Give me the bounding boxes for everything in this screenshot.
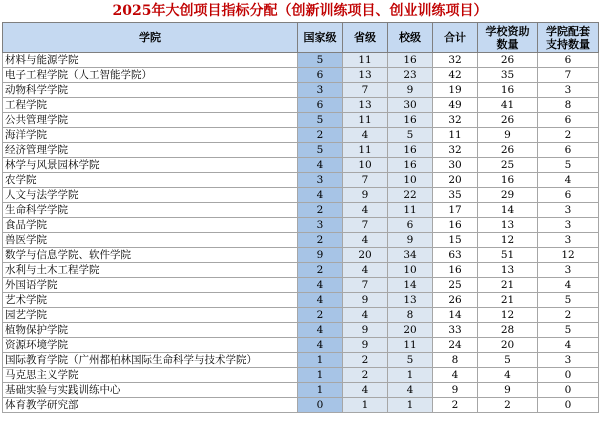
- cell-college-supported[interactable]: 2: [538, 128, 599, 143]
- cell-national[interactable]: 0: [298, 398, 343, 413]
- cell-provincial[interactable]: 9: [343, 323, 388, 338]
- cell-school-funded[interactable]: 12: [478, 308, 538, 323]
- cell-school-funded[interactable]: 14: [478, 203, 538, 218]
- cell-college-supported[interactable]: 0: [538, 368, 599, 383]
- cell-national[interactable]: 6: [298, 98, 343, 113]
- cell-college-supported[interactable]: 6: [538, 113, 599, 128]
- cell-school-funded[interactable]: 20: [478, 338, 538, 353]
- cell-provincial[interactable]: 2: [343, 368, 388, 383]
- cell-provincial[interactable]: 2: [343, 353, 388, 368]
- cell-provincial[interactable]: 7: [343, 278, 388, 293]
- cell-school[interactable]: 1: [388, 398, 433, 413]
- cell-total[interactable]: 63: [433, 248, 478, 263]
- cell-college-supported[interactable]: 2: [538, 308, 599, 323]
- cell-national[interactable]: 3: [298, 218, 343, 233]
- cell-national[interactable]: 1: [298, 353, 343, 368]
- header-school-funded[interactable]: [478, 23, 538, 53]
- table-row: [3, 338, 599, 353]
- cell-provincial[interactable]: 7: [343, 218, 388, 233]
- cell-national[interactable]: 1: [298, 368, 343, 383]
- cell-college-supported[interactable]: 3: [538, 263, 599, 278]
- cell-college[interactable]: 兽医学院: [3, 233, 298, 248]
- cell-college[interactable]: 国际教育学院（广州都柏林国际生命科学与技术学院）: [3, 353, 298, 368]
- cell-college-supported[interactable]: 5: [538, 158, 599, 173]
- cell-school[interactable]: 9: [388, 233, 433, 248]
- cell-school-funded[interactable]: 5: [478, 353, 538, 368]
- cell-total[interactable]: 2: [433, 398, 478, 413]
- cell-school-funded[interactable]: 21: [478, 293, 538, 308]
- cell-provincial[interactable]: 11: [343, 53, 388, 68]
- cell-school-funded[interactable]: 35: [478, 68, 538, 83]
- cell-national[interactable]: 3: [298, 173, 343, 188]
- cell-college[interactable]: 园艺学院: [3, 308, 298, 323]
- cell-college-supported[interactable]: 5: [538, 323, 599, 338]
- cell-college[interactable]: 数学与信息学院、软件学院: [3, 248, 298, 263]
- cell-college[interactable]: 外国语学院: [3, 278, 298, 293]
- table-row: [3, 368, 599, 383]
- cell-college-supported[interactable]: 5: [538, 293, 599, 308]
- table-row: [3, 98, 599, 113]
- cell-national[interactable]: 3: [298, 83, 343, 98]
- cell-school[interactable]: 16: [388, 53, 433, 68]
- cell-school[interactable]: 11: [388, 203, 433, 218]
- cell-school[interactable]: 16: [388, 158, 433, 173]
- table-row: [3, 203, 599, 218]
- cell-college-supported[interactable]: 8: [538, 98, 599, 113]
- table-row: [3, 188, 599, 203]
- table-row: [3, 233, 599, 248]
- cell-college-supported[interactable]: 4: [538, 173, 599, 188]
- cell-college-supported[interactable]: 6: [538, 188, 599, 203]
- table-row: [3, 248, 599, 263]
- cell-school-funded[interactable]: 28: [478, 323, 538, 338]
- cell-college-supported[interactable]: 3: [538, 233, 599, 248]
- cell-provincial[interactable]: 4: [343, 383, 388, 398]
- cell-national[interactable]: 5: [298, 143, 343, 158]
- cell-school-funded[interactable]: 13: [478, 263, 538, 278]
- cell-school[interactable]: 16: [388, 113, 433, 128]
- cell-college[interactable]: 生命科学学院: [3, 203, 298, 218]
- cell-total[interactable]: 32: [433, 143, 478, 158]
- cell-college[interactable]: 动物科学学院: [3, 83, 298, 98]
- cell-total[interactable]: 26: [433, 293, 478, 308]
- table-row: [3, 293, 599, 308]
- table-row: [3, 143, 599, 158]
- cell-national[interactable]: 5: [298, 53, 343, 68]
- cell-college-supported[interactable]: 4: [538, 338, 599, 353]
- cell-provincial[interactable]: 9: [343, 338, 388, 353]
- table-row: [3, 128, 599, 143]
- cell-total[interactable]: 32: [433, 53, 478, 68]
- cell-school[interactable]: 10: [388, 173, 433, 188]
- cell-school[interactable]: 1: [388, 368, 433, 383]
- cell-college-supported[interactable]: 3: [538, 83, 599, 98]
- cell-provincial[interactable]: 4: [343, 263, 388, 278]
- cell-national[interactable]: 4: [298, 323, 343, 338]
- table-row: [3, 323, 599, 338]
- cell-provincial[interactable]: 11: [343, 143, 388, 158]
- cell-college[interactable]: 人文与法学学院: [3, 188, 298, 203]
- cell-total[interactable]: 15: [433, 233, 478, 248]
- cell-college[interactable]: 海洋学院: [3, 128, 298, 143]
- cell-school[interactable]: 5: [388, 128, 433, 143]
- cell-school-funded[interactable]: 26: [478, 53, 538, 68]
- cell-college[interactable]: 农学院: [3, 173, 298, 188]
- cell-school[interactable]: 30: [388, 98, 433, 113]
- cell-college[interactable]: 资源环境学院: [3, 338, 298, 353]
- cell-school[interactable]: 9: [388, 83, 433, 98]
- cell-national[interactable]: 2: [298, 233, 343, 248]
- cell-national[interactable]: 4: [298, 278, 343, 293]
- cell-college-supported[interactable]: 6: [538, 143, 599, 158]
- cell-school-funded[interactable]: 16: [478, 83, 538, 98]
- header-row: [3, 23, 599, 53]
- cell-total[interactable]: 42: [433, 68, 478, 83]
- header-school[interactable]: 校级: [388, 23, 433, 53]
- cell-school[interactable]: 16: [388, 143, 433, 158]
- cell-school[interactable]: 13: [388, 293, 433, 308]
- cell-college[interactable]: 电子工程学院（人工智能学院）: [3, 68, 298, 83]
- cell-provincial[interactable]: 4: [343, 233, 388, 248]
- cell-total[interactable]: 8: [433, 353, 478, 368]
- cell-provincial[interactable]: 4: [343, 203, 388, 218]
- cell-total[interactable]: 30: [433, 158, 478, 173]
- cell-provincial[interactable]: 1: [343, 398, 388, 413]
- cell-national[interactable]: 9: [298, 248, 343, 263]
- cell-national[interactable]: 5: [298, 113, 343, 128]
- cell-school-funded[interactable]: 26: [478, 113, 538, 128]
- cell-college[interactable]: 马克思主义学院: [3, 368, 298, 383]
- cell-total[interactable]: 17: [433, 203, 478, 218]
- cell-school[interactable]: 20: [388, 323, 433, 338]
- cell-provincial[interactable]: 9: [343, 293, 388, 308]
- cell-college[interactable]: 林学与风景园林学院: [3, 158, 298, 173]
- cell-college-supported[interactable]: 3: [538, 203, 599, 218]
- cell-school-funded[interactable]: 9: [478, 128, 538, 143]
- cell-total[interactable]: 49: [433, 98, 478, 113]
- cell-national[interactable]: 4: [298, 293, 343, 308]
- table-row: [3, 53, 599, 68]
- cell-school[interactable]: 23: [388, 68, 433, 83]
- cell-provincial[interactable]: 4: [343, 128, 388, 143]
- cell-school-funded[interactable]: 13: [478, 218, 538, 233]
- table-row: [3, 218, 599, 233]
- header-school-funded-text: 学校资助 数量: [485, 24, 530, 51]
- cell-national[interactable]: 2: [298, 203, 343, 218]
- header-college-supported-text: 学院配套 支持数量: [546, 24, 590, 51]
- cell-total[interactable]: 9: [433, 383, 478, 398]
- cell-provincial[interactable]: 9: [343, 188, 388, 203]
- cell-national[interactable]: 2: [298, 308, 343, 323]
- cell-college[interactable]: 食品学院: [3, 218, 298, 233]
- cell-school[interactable]: 34: [388, 248, 433, 263]
- table-row: [3, 113, 599, 128]
- cell-school[interactable]: 4: [388, 383, 433, 398]
- cell-national[interactable]: 4: [298, 338, 343, 353]
- cell-school[interactable]: 5: [388, 353, 433, 368]
- table-body: [3, 53, 599, 413]
- cell-provincial[interactable]: 11: [343, 113, 388, 128]
- cell-total[interactable]: 14: [433, 308, 478, 323]
- cell-total[interactable]: 19: [433, 83, 478, 98]
- cell-school-funded[interactable]: 2: [478, 398, 538, 413]
- cell-national[interactable]: 2: [298, 128, 343, 143]
- cell-school[interactable]: 10: [388, 263, 433, 278]
- cell-school-funded[interactable]: 16: [478, 173, 538, 188]
- cell-provincial[interactable]: 7: [343, 173, 388, 188]
- cell-college[interactable]: 基础实验与实践训练中心: [3, 383, 298, 398]
- table-row: [3, 398, 599, 413]
- table-row: [3, 278, 599, 293]
- cell-provincial[interactable]: 10: [343, 158, 388, 173]
- header-provincial[interactable]: 省级: [343, 23, 388, 53]
- cell-college-supported[interactable]: 12: [538, 248, 599, 263]
- table-row: [3, 383, 599, 398]
- header-total[interactable]: 合计: [433, 23, 478, 53]
- cell-college[interactable]: 水利与土木工程学院: [3, 263, 298, 278]
- cell-school-funded[interactable]: 12: [478, 233, 538, 248]
- cell-college-supported[interactable]: 4: [538, 278, 599, 293]
- cell-school[interactable]: 11: [388, 338, 433, 353]
- cell-college-supported[interactable]: 6: [538, 53, 599, 68]
- cell-national[interactable]: 1: [298, 383, 343, 398]
- cell-provincial[interactable]: 7: [343, 83, 388, 98]
- allocation-table: [2, 22, 599, 413]
- cell-school-funded[interactable]: 25: [478, 158, 538, 173]
- header-college-supported[interactable]: [538, 23, 599, 53]
- cell-college[interactable]: 工程学院: [3, 98, 298, 113]
- cell-school-funded[interactable]: 29: [478, 188, 538, 203]
- cell-total[interactable]: 20: [433, 173, 478, 188]
- cell-college[interactable]: 经济管理学院: [3, 143, 298, 158]
- cell-school[interactable]: 8: [388, 308, 433, 323]
- cell-national[interactable]: 6: [298, 68, 343, 83]
- cell-national[interactable]: 4: [298, 188, 343, 203]
- sheet-title: 2025年大创项目指标分配（创新训练项目、创业训练项目）: [112, 3, 488, 19]
- table-row: [3, 308, 599, 323]
- cell-total[interactable]: 16: [433, 218, 478, 233]
- cell-school-funded[interactable]: 41: [478, 98, 538, 113]
- cell-school-funded[interactable]: 51: [478, 248, 538, 263]
- cell-total[interactable]: 32: [433, 113, 478, 128]
- cell-provincial[interactable]: 4: [343, 308, 388, 323]
- cell-provincial[interactable]: 13: [343, 98, 388, 113]
- header-national[interactable]: 国家级: [298, 23, 343, 53]
- cell-college-supported[interactable]: 0: [538, 383, 599, 398]
- cell-college[interactable]: 公共管理学院: [3, 113, 298, 128]
- cell-school-funded[interactable]: 21: [478, 278, 538, 293]
- cell-total[interactable]: 25: [433, 278, 478, 293]
- cell-college-supported[interactable]: 0: [538, 398, 599, 413]
- cell-total[interactable]: 33: [433, 323, 478, 338]
- cell-school-funded[interactable]: 9: [478, 383, 538, 398]
- cell-school[interactable]: 6: [388, 218, 433, 233]
- cell-total[interactable]: 35: [433, 188, 478, 203]
- cell-provincial[interactable]: 20: [343, 248, 388, 263]
- cell-provincial[interactable]: 13: [343, 68, 388, 83]
- table-row: [3, 173, 599, 188]
- cell-school-funded[interactable]: 4: [478, 368, 538, 383]
- cell-national[interactable]: 2: [298, 263, 343, 278]
- cell-college[interactable]: 植物保护学院: [3, 323, 298, 338]
- cell-school-funded[interactable]: 26: [478, 143, 538, 158]
- header-college[interactable]: 学院: [3, 23, 298, 53]
- cell-college-supported[interactable]: 7: [538, 68, 599, 83]
- cell-national[interactable]: 4: [298, 158, 343, 173]
- cell-total[interactable]: 16: [433, 263, 478, 278]
- cell-school[interactable]: 22: [388, 188, 433, 203]
- cell-total[interactable]: 24: [433, 338, 478, 353]
- table-row: [3, 263, 599, 278]
- table-row: [3, 83, 599, 98]
- cell-college[interactable]: 材料与能源学院: [3, 53, 298, 68]
- table-row: [3, 353, 599, 368]
- cell-college-supported[interactable]: 3: [538, 218, 599, 233]
- cell-college[interactable]: 体育教学研究部: [3, 398, 298, 413]
- table-row: [3, 68, 599, 83]
- cell-school[interactable]: 14: [388, 278, 433, 293]
- cell-college-supported[interactable]: 3: [538, 353, 599, 368]
- table-row: [3, 158, 599, 173]
- cell-college[interactable]: 艺术学院: [3, 293, 298, 308]
- cell-total[interactable]: 4: [433, 368, 478, 383]
- cell-total[interactable]: 11: [433, 128, 478, 143]
